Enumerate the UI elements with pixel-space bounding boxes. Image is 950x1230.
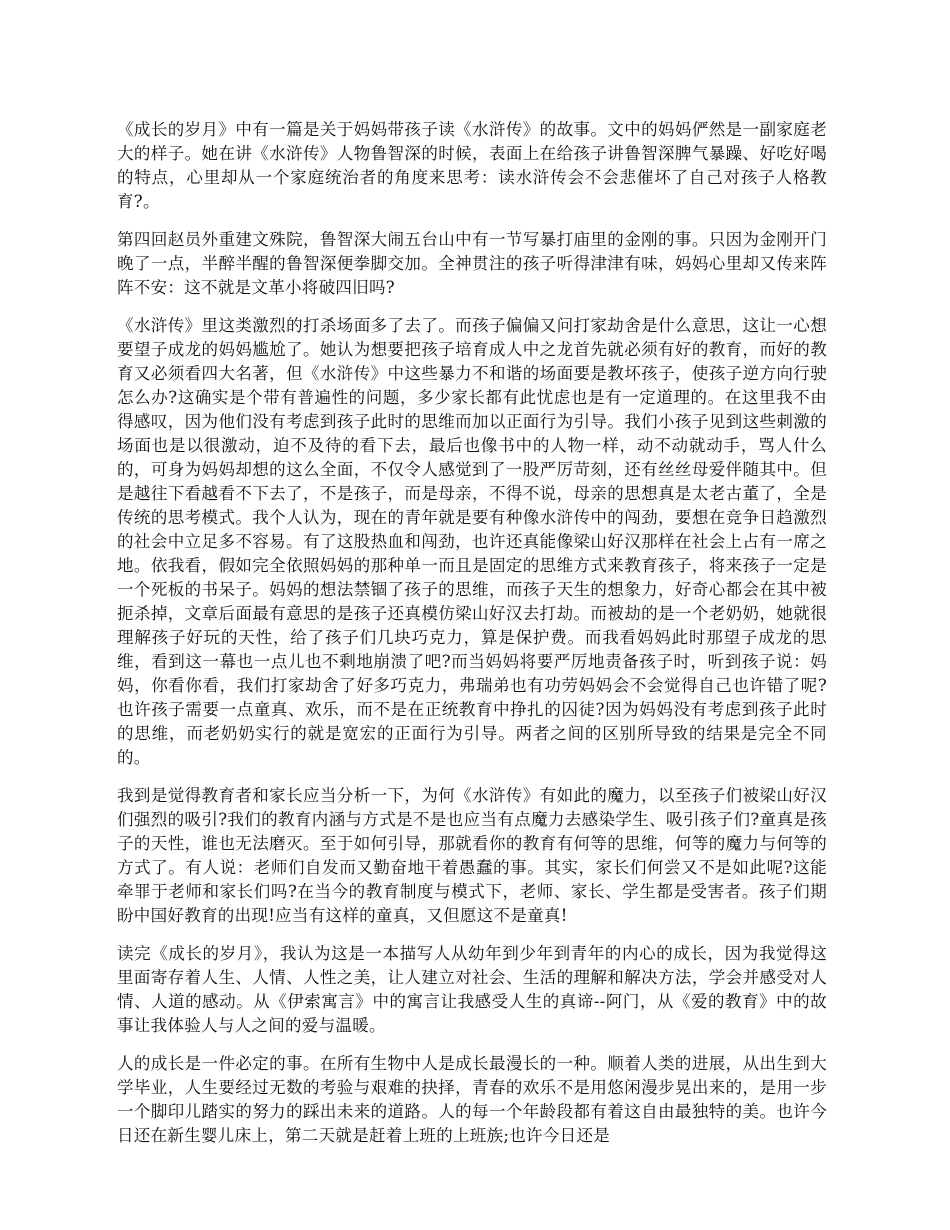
paragraph-4: 我到是觉得教育者和家长应当分析一下，为何《水浒传》有如此的魔力，以至孩子们被梁山好汉们强烈的吸引?我们的教育内涵与方式是不是也应当有点魔力去感染学生、吸引孩子们?童真是孩子的天性，谁也无法磨灭。至于如何引导，那就看你的教育有何等的思维，何等的魔力与何等的方式了。有人说：老师们自发而又勤奋地干着愚蠢的事。其实，家长们何尝又不是如此呢?这能牵罪于老师和家长们吗?在当今的教育制度与模式下，老师、家长、学生都是受害者。孩子们期盼中国好教育的出现!应当有这样的童真，又但愿这不是童真!	[117, 786, 827, 925]
document-body	[117, 118, 827, 1162]
paragraph-2: 第四回赵员外重建文殊院，鲁智深大闹五台山中有一节写暴打庙里的金刚的事。只因为金刚开门晚了一点，半醉半醒的鲁智深便拳脚交加。全神贯注的孩子听得津津有味，妈妈心里却又传来阵阵不安：这不就是文革小将破四旧吗?	[117, 230, 827, 297]
paragraph-3: 《水浒传》里这类激烈的打杀场面多了去了。而孩子偏偏又问打家劫舍是什么意思，这让一心想要望子成龙的妈妈尴尬了。她认为想要把孩子培育成人中之龙首先就必须有好的教育，而好的教育又必须看四大名著，但《水浒传》中这些暴力不和谐的场面要是教坏孩子，使孩子逆方向行驶怎么办?这确实是个带有普遍性的问题，多少家长都有此忧虑也是有一定道理的。在这里我不由得感叹，因为他们没有考虑到孩子此时的思维而加以正面行为引导。我们小孩子见到这些刺激的场面也是以很激动，迫不及待的看下去，最后也像书中的人物一样，动不动就动手，骂人什么的，可身为妈妈却想的这么全面，不仅令人感觉到了一股严厉苛刻，还有丝丝母爱伴随其中。但是越往下看越看不下去了，不是孩子，而是母亲，不得不说，母亲的思想真是太老古董了，全是传统的思考模式。我个人认为，现在的青年就是要有种像水浒传中的闯劲，要想在竞争日趋激烈的社会中立足多不容易。有了这股热血和闯劲，也许还真能像梁山好汉那样在社会上占有一席之地。依我看，假如完全依照妈妈的那种单一而且是固定的思维方式来教育孩子，将来孩子一定是一个死板的书呆子。妈妈的想法禁锢了孩子的思维，而孩子天生的想象力，好奇心都会在其中被扼杀掉，文章后面最有意思的是孩子还真模仿梁山好汉去打劫。而被劫的是一个老奶奶，她就很理解孩子好玩的天性，给了孩子们几块巧克力，算是保护费。而我看妈妈此时那望子成龙的思维，看到这一幕也一点儿也不剩地崩溃了吧?而当妈妈将要严厉地责备孩子时，听到孩子说：妈妈，你看你看，我们打家劫舍了好多巧克力，弗瑞弟也有功劳妈妈会不会觉得自己也许错了呢?也许孩子需要一点童真、欢乐，而不是在正统教育中挣扎的囚徒?因为妈妈没有考虑到孩子此时的思维，而老奶奶实行的就是宽宏的正面行为引导。两者之间的区别所导致的结果是完全不同的。	[117, 316, 827, 767]
paragraph-5: 读完《成长的岁月》，我认为这是一本描写人从幼年到少年到青年的内心的成长，因为我觉得这里面寄存着人生、人情、人性之美，让人建立对社会、生活的理解和解决方法，学会并感受对人情、人道的感动。从《伊索寓言》中的寓言让我感受人生的真谛--阿门，从《爱的教育》中的故事让我体验人与人之间的爱与温暖。	[117, 944, 827, 1035]
paragraph-1: 《成长的岁月》中有一篇是关于妈妈带孩子读《水浒传》的故事。文中的妈妈俨然是一副家庭老大的样子。她在讲《水浒传》人物鲁智深的时候，表面上在给孩子讲鲁智深脾气暴躁、好吃好喝的特点，心里却从一个家庭统治者的角度来思考：读水浒传会不会悲催坏了自己对孩子人格教育?。	[117, 120, 827, 211]
paragraph-6: 人的成长是一件必定的事。在所有生物中人是成长最漫长的一种。顺着人类的进展，从出生到大学毕业，人生要经过无数的考验与艰难的抉择，青春的欢乐不是用悠闲漫步晃出来的，是用一步一个脚印儿踏实的努力的踩出未来的道路。人的每一个年龄段都有着这自由最独特的美。也许今日还在新生婴儿床上，第二天就是赶着上班的上班族;也许今日还是	[117, 1054, 827, 1145]
